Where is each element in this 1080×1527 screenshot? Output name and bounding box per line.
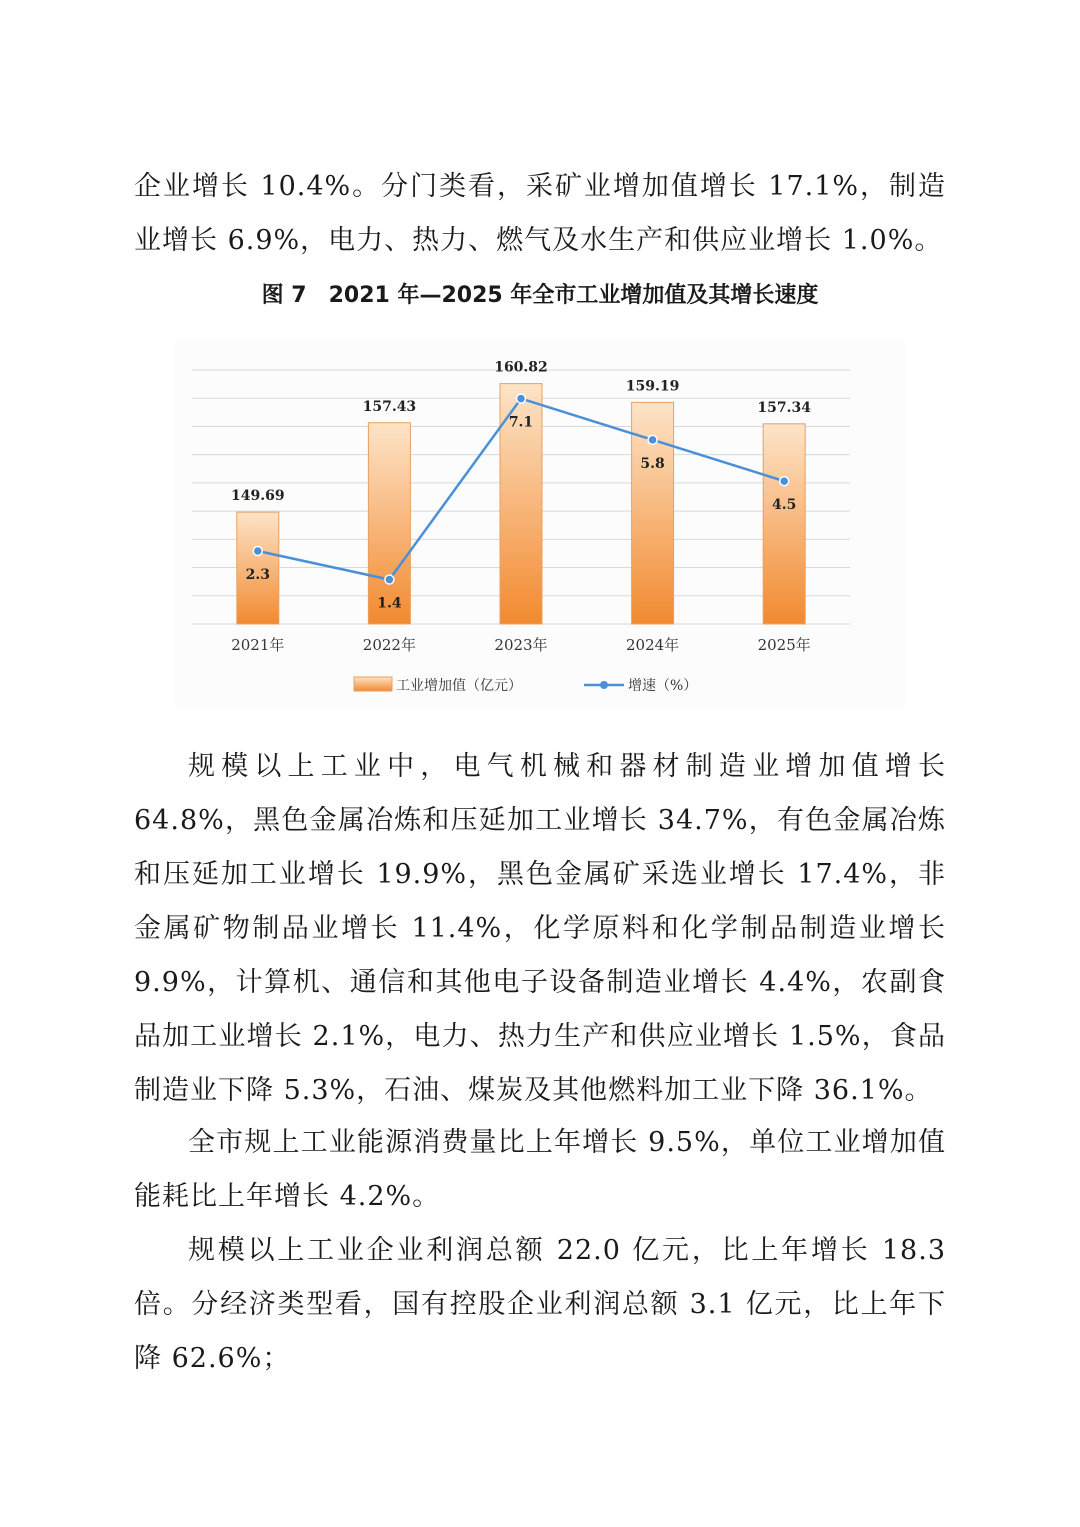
x-tick-label: 2023年 (494, 636, 548, 654)
legend-bar-label: 工业增加值（亿元） (396, 678, 522, 694)
paragraph-industry-sectors: 规模以上工业中，电气机械和器材制造业增加值增长 64.8%，黑色金属冶炼和压延加工业增长 34.7%，有色金属冶炼和压延加工业增长 19.9%，黑色金属矿采选业增长 17.4%，非金属矿物制品业增长 11.4%，化学原料和化学制品制造业增长 9.9%，计算机、通信和其他电子设备制造业增长 4.4%，农副食品加工业增长 2.1%，电力、热力生产和供应业增长 1.5%，食品制造业下降 5.3%，石油、煤炭及其他燃料加工业下降 36.1%。 (134, 751, 946, 1106)
growth-value-label: 4.5 (772, 497, 797, 514)
growth-value-label: 5.8 (640, 455, 665, 472)
figure-caption: 图 7 2021 年—2025 年全市工业增加值及其增长速度 (261, 283, 819, 308)
growth-value-label: 2.3 (245, 566, 270, 583)
x-tick-label: 2025年 (757, 636, 811, 654)
paragraph-industry-categories: 企业增长 10.4%。分门类看，采矿业增加值增长 17.1%，制造业增长 6.9%，电力、热力、燃气及水生产和供应业增长 1.0%。 (134, 171, 946, 256)
legend-line-marker (600, 681, 608, 689)
chart-svg (170, 336, 910, 712)
growth-value-label: 7.1 (508, 414, 534, 431)
paragraph-profit: 规模以上工业企业利润总额 22.0 亿元，比上年增长 18.3 倍。分经济类型看，国有控股企业利润总额 3.1 亿元，比上年下降 62.6%； (134, 1235, 946, 1374)
growth-point (517, 394, 526, 403)
bar (368, 423, 410, 624)
growth-point (780, 477, 789, 486)
bar-value-label: 157.34 (757, 399, 811, 416)
growth-point (648, 435, 657, 444)
bar-value-label: 157.43 (362, 398, 417, 415)
growth-value-label: 1.4 (377, 595, 402, 612)
bar-value-label: 159.19 (625, 378, 680, 395)
bar-value-label: 160.82 (494, 359, 548, 376)
paragraph-energy: 全市规上工业能源消费量比上年增长 9.5%，单位工业增加值能耗比上年增长 4.2%。 (134, 1127, 946, 1212)
x-tick-label: 2022年 (362, 636, 416, 654)
bar (763, 424, 805, 624)
growth-point (253, 546, 262, 555)
legend-bar-swatch (354, 677, 392, 691)
growth-point (385, 575, 394, 584)
x-tick-label: 2024年 (626, 636, 680, 654)
x-tick-label: 2021年 (231, 636, 285, 654)
industrial-value-chart (170, 336, 910, 712)
bar-value-label: 149.69 (231, 488, 285, 505)
legend-line-label: 增速（%） (628, 678, 698, 694)
